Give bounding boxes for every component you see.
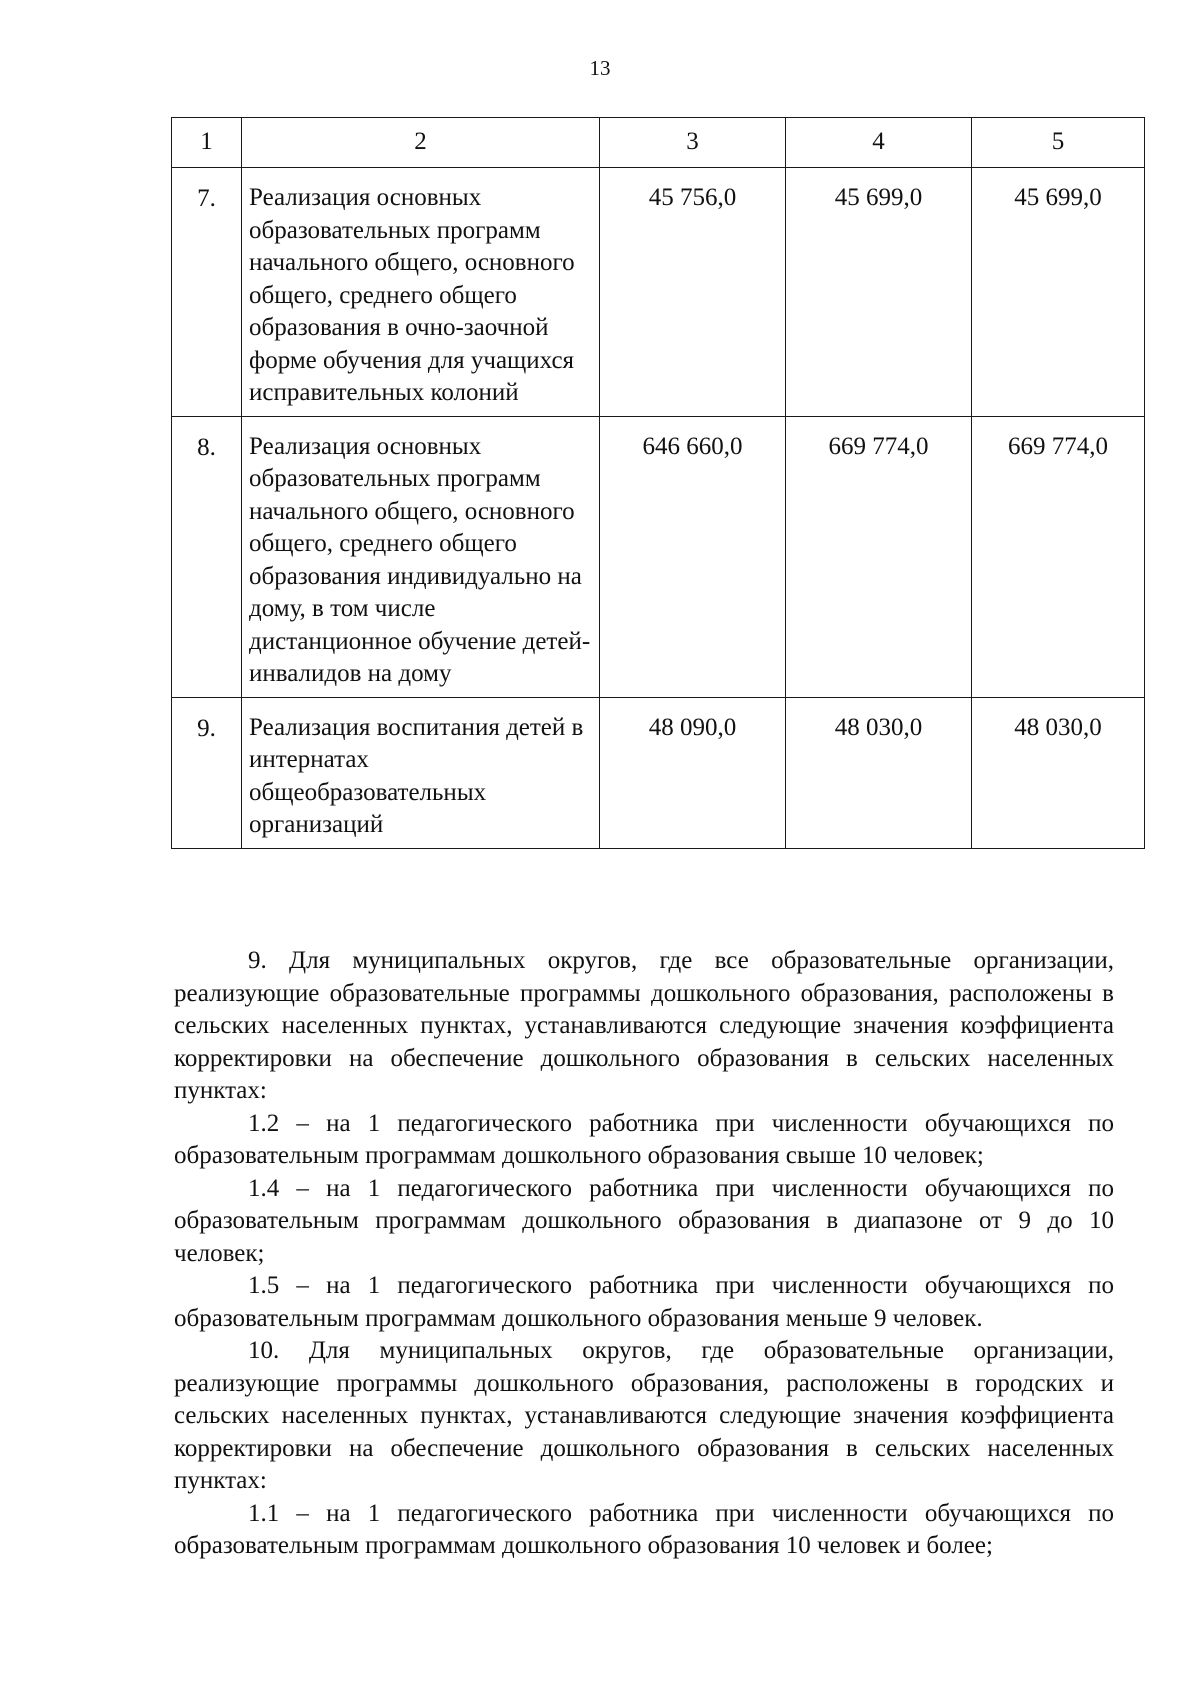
page-number: 13	[589, 56, 611, 80]
paragraph-10: 10. Для муниципальных округов, где образовательные организации, реализующие программы дошкольного образования, расположены в городских и сельских населенных пунктах, устанавливаются следующие значения коэффициента корректировки на обеспечение дошкольного образования в сельских населенных пунктах:	[174, 1337, 1114, 1494]
paragraph-coefficient-1-4: 1.4 – на 1 педагогического работника при численности обучающихся по образовательным программам дошкольного образования в диапазоне от 9 до 10 человек;	[174, 1174, 1114, 1267]
row-value-col3: 646 660,0	[600, 416, 786, 697]
row-description: Реализация основных образовательных программ начального общего, основного общего, среднего общего образования индивидуально на дому, в том числе дистанционное обучение детей-инвалидов на дому	[242, 416, 600, 697]
body-text	[174, 945, 1114, 1563]
column-header: 5	[972, 118, 1145, 168]
row-number: 9.	[172, 697, 242, 848]
row-value-col5: 45 699,0	[972, 168, 1145, 417]
row-number: 8.	[172, 416, 242, 697]
table-header-row	[172, 118, 1145, 168]
row-number: 7.	[172, 168, 242, 417]
row-value-col4: 669 774,0	[786, 416, 972, 697]
table-row	[172, 416, 1145, 697]
column-header: 4	[786, 118, 972, 168]
table-row	[172, 697, 1145, 848]
row-value-col5: 48 030,0	[972, 697, 1145, 848]
column-header: 2	[242, 118, 600, 168]
paragraph-coefficient-1-2: 1.2 – на 1 педагогического работника при численности обучающихся по образовательным программам дошкольного образования свыше 10 человек;	[174, 1109, 1114, 1169]
table-row	[172, 168, 1145, 417]
row-value-col4: 48 030,0	[786, 697, 972, 848]
row-description: Реализация воспитания детей в интернатах общеобразовательных организаций	[242, 697, 600, 848]
column-header: 3	[600, 118, 786, 168]
paragraph-coefficient-1-5: 1.5 – на 1 педагогического работника при численности обучающихся по образовательным программам дошкольного образования меньше 9 человек.	[174, 1272, 1114, 1332]
row-description: Реализация основных образовательных программ начального общего, основного общего, среднего общего образования в очно-заочной форме обучения для учащихся исправительных колоний	[242, 168, 600, 417]
row-value-col3: 45 756,0	[600, 168, 786, 417]
row-value-col5: 669 774,0	[972, 416, 1145, 697]
paragraph-coefficient-1-1: 1.1 – на 1 педагогического работника при численности обучающихся по образовательным программам дошкольного образования 10 человек и более;	[174, 1499, 1114, 1559]
column-header: 1	[172, 118, 242, 168]
row-value-col3: 48 090,0	[600, 697, 786, 848]
allocation-table	[171, 117, 1145, 849]
row-value-col4: 45 699,0	[786, 168, 972, 417]
paragraph-9: 9. Для муниципальных округов, где все образовательные организации, реализующие образовательные программы дошкольного образования, расположены в сельских населенных пунктах, устанавливаются следующие значения коэффициента корректировки на обеспечение дошкольного образования в сельских населенных пунктах:	[174, 947, 1114, 1104]
